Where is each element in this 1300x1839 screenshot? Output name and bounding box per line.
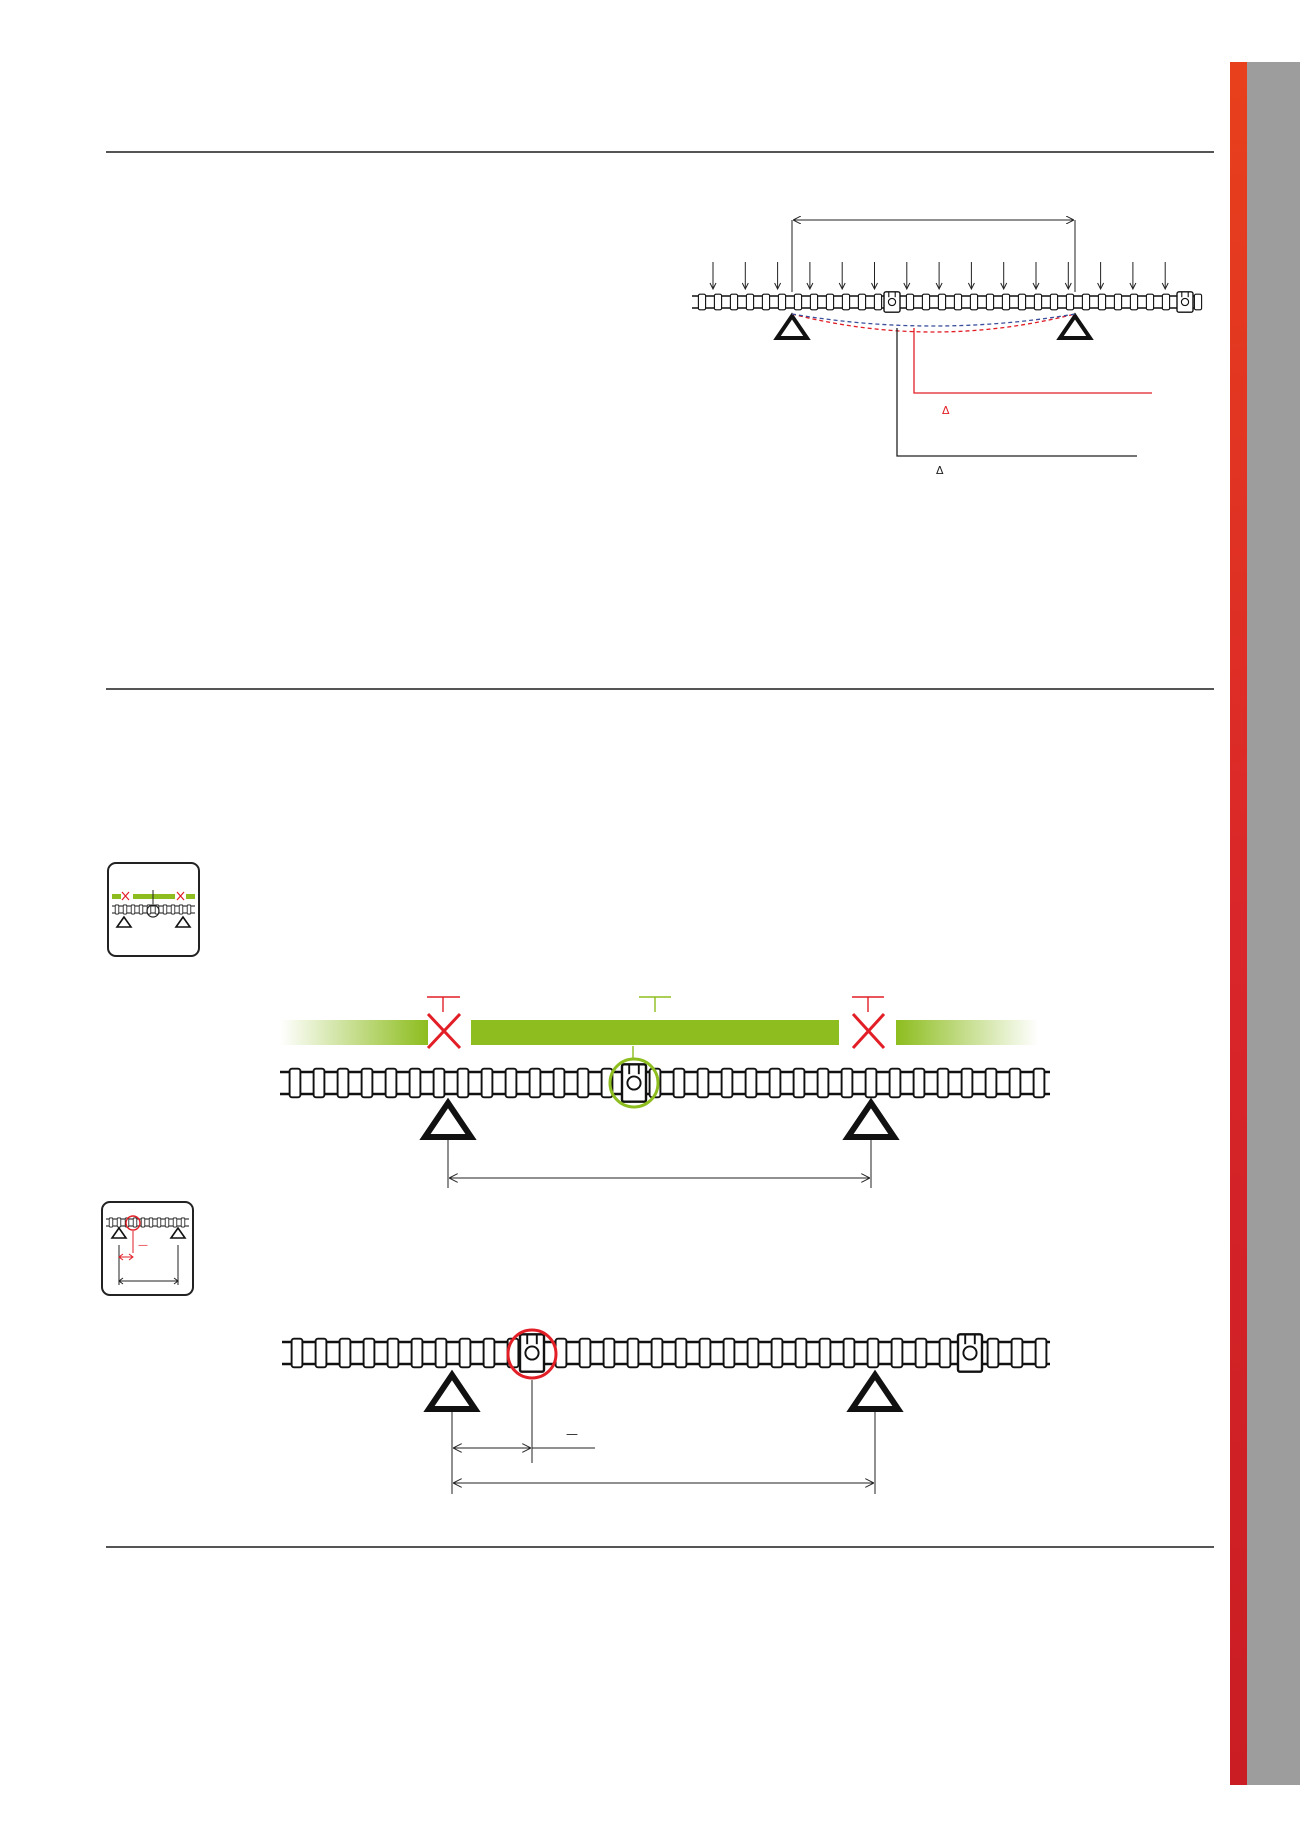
zone-bar-right-fade — [896, 1020, 1038, 1045]
deflection-curve-blue — [792, 314, 1075, 326]
chain-roller — [722, 1069, 733, 1098]
chain-roller — [1034, 294, 1041, 310]
offset-dimension — [454, 1380, 595, 1463]
sidebar-accent-red — [1230, 62, 1247, 1785]
chain-roller — [388, 1339, 399, 1368]
chain-roller — [362, 1069, 373, 1098]
chain-roller — [962, 1069, 973, 1098]
load-arrow — [807, 262, 813, 289]
deflection-label-red: Δ — [942, 404, 950, 417]
zone-bar-center-allowed — [471, 1020, 839, 1045]
chain-roller — [436, 1339, 447, 1368]
chain-roller — [1010, 1069, 1021, 1098]
chain-roller — [1146, 294, 1153, 310]
offset-fraction: — — [566, 1427, 578, 1441]
section-divider-middle — [106, 688, 1214, 690]
chain-roller — [794, 294, 801, 310]
span-dimension — [452, 1412, 875, 1494]
chain-roller — [988, 1339, 999, 1368]
chain-roller — [117, 1218, 121, 1227]
chain-attachment — [520, 1334, 544, 1371]
chain-roller — [1114, 294, 1121, 310]
chain-roller — [460, 1339, 471, 1368]
chain-roller — [866, 1069, 877, 1098]
chain-roller — [842, 294, 849, 310]
chain-roller — [187, 905, 191, 914]
chain-roller — [149, 1218, 153, 1227]
chain-roller — [364, 1339, 375, 1368]
support-left — [429, 1375, 475, 1409]
chain-roller — [115, 905, 119, 914]
conveyor-chain — [692, 292, 1202, 312]
chain-roller — [292, 1339, 303, 1368]
chain-roller — [290, 1069, 301, 1098]
section-divider-top — [106, 151, 1214, 153]
chain-roller — [724, 1339, 735, 1368]
chain-roller — [914, 1069, 925, 1098]
chain-roller — [628, 1339, 639, 1368]
chain-roller — [141, 1218, 145, 1227]
support-left — [777, 316, 807, 338]
uniform-load-arrows — [710, 262, 1168, 289]
conveyor-chain-large — [282, 1334, 1050, 1371]
chain-roller — [770, 1069, 781, 1098]
chain-roller — [179, 905, 183, 914]
chain-roller — [1050, 294, 1057, 310]
sidebar-tab-grey — [1247, 62, 1300, 1785]
chain-roller — [554, 1069, 565, 1098]
chain-roller — [338, 1069, 349, 1098]
chain-roller — [700, 1339, 711, 1368]
chain-roller — [173, 1218, 177, 1227]
chain-roller — [698, 294, 705, 310]
icon-attachment-offset — [101, 1201, 194, 1296]
chain-roller — [1036, 1339, 1047, 1368]
chain-roller — [820, 1339, 831, 1368]
chain-roller — [165, 1218, 169, 1227]
chain-roller — [410, 1069, 421, 1098]
chain-roller — [578, 1069, 589, 1098]
support-right — [1060, 316, 1090, 338]
chain-roller — [1162, 294, 1169, 310]
section-divider-bottom — [106, 1546, 1214, 1548]
chain-roller — [906, 294, 913, 310]
load-arrow — [1033, 262, 1039, 289]
chain-roller — [970, 294, 977, 310]
chain-roller — [794, 1069, 805, 1098]
load-arrow — [1162, 262, 1168, 289]
load-arrow — [936, 262, 942, 289]
chain-roller — [778, 294, 785, 310]
chain-roller — [916, 1339, 927, 1368]
chain-roller — [826, 294, 833, 310]
chain-roller — [772, 1339, 783, 1368]
deflection-curve-red — [792, 314, 1075, 332]
chain-roller — [652, 1339, 663, 1368]
chain-roller — [434, 1069, 445, 1098]
chain-attachment — [1177, 292, 1193, 312]
chain-roller — [109, 1218, 113, 1227]
chain-roller — [796, 1339, 807, 1368]
chain-roller — [842, 1069, 853, 1098]
chain-roller — [810, 294, 817, 310]
deflection-leader-red — [914, 328, 1152, 393]
load-arrow — [742, 262, 748, 289]
load-arrow — [775, 262, 781, 289]
icon-cross-left — [122, 892, 129, 900]
load-arrow — [904, 262, 910, 289]
chain-attachment — [958, 1334, 982, 1371]
chain-roller — [940, 1339, 951, 1368]
chain-roller — [163, 905, 167, 914]
support-right — [852, 1375, 898, 1409]
chain-roller — [506, 1069, 517, 1098]
chain-roller — [762, 294, 769, 310]
deflection-leader-black — [897, 328, 1137, 456]
chain-roller — [131, 905, 135, 914]
load-arrow — [1098, 262, 1104, 289]
chain-roller — [922, 294, 929, 310]
load-arrow — [968, 262, 974, 289]
chain-roller — [1034, 1069, 1045, 1098]
chain-roller — [892, 1339, 903, 1368]
icon-attachment-midspan — [107, 862, 200, 957]
load-arrow — [1001, 262, 1007, 289]
load-arrow — [1065, 262, 1071, 289]
chain-attachment — [622, 1064, 646, 1101]
chain-roller — [123, 905, 127, 914]
load-arrow — [710, 262, 716, 289]
load-arrow — [1130, 262, 1136, 289]
chain-roller — [1098, 294, 1105, 310]
chain-roller — [530, 1069, 541, 1098]
chain-roller — [938, 1069, 949, 1098]
chain-roller — [133, 1218, 137, 1227]
chain-roller — [181, 1218, 185, 1227]
chain-roller — [746, 294, 753, 310]
chain-roller — [698, 1069, 709, 1098]
chain-roller — [171, 905, 175, 914]
chain-roller — [938, 294, 945, 310]
chain-roller — [386, 1069, 397, 1098]
chain-roller — [986, 1069, 997, 1098]
zone-bar-left-fade — [280, 1020, 428, 1045]
chain-roller — [858, 294, 865, 310]
chain-roller — [868, 1339, 879, 1368]
chain-roller — [157, 1218, 161, 1227]
chain-roller — [1018, 294, 1025, 310]
chain-roller — [458, 1069, 469, 1098]
span-dimension-line — [792, 220, 1075, 292]
chain-roller — [482, 1069, 493, 1098]
chain-roller — [316, 1339, 327, 1368]
chain-roller — [1194, 294, 1201, 310]
chain-roller — [890, 1069, 901, 1098]
offset-attachment-diagram — [270, 1320, 1060, 1510]
icon-cross-right — [177, 892, 184, 900]
chain-roller — [139, 905, 143, 914]
chain-roller — [580, 1339, 591, 1368]
chain-roller — [1012, 1339, 1023, 1368]
support-left — [425, 1103, 471, 1137]
chain-roller — [730, 294, 737, 310]
chain-roller — [1082, 294, 1089, 310]
chain-roller — [818, 1069, 829, 1098]
chain-roller — [1066, 294, 1073, 310]
no-attachment-marker-right — [852, 997, 884, 1048]
chain-roller — [412, 1339, 423, 1368]
load-arrow — [872, 262, 878, 289]
chain-roller — [484, 1339, 495, 1368]
chain-roller — [748, 1339, 759, 1368]
chain-roller — [314, 1069, 325, 1098]
chain-roller — [1002, 294, 1009, 310]
chain-roller — [844, 1339, 855, 1368]
chain-roller — [340, 1339, 351, 1368]
chain-roller — [674, 1069, 685, 1098]
chain-roller — [986, 294, 993, 310]
load-arrow — [839, 262, 845, 289]
span-dimension — [448, 1140, 871, 1188]
support-right — [848, 1103, 894, 1137]
chain-roller — [746, 1069, 757, 1098]
chain-roller — [954, 294, 961, 310]
chain-roller — [604, 1339, 615, 1368]
chain-attachment — [884, 292, 900, 312]
icon2-fraction: — — [138, 1240, 148, 1251]
deflection-diagram — [680, 200, 1210, 480]
no-attachment-marker-left — [427, 997, 460, 1048]
chain-roller — [1130, 294, 1137, 310]
midspan-zone-diagram — [270, 990, 1060, 1190]
chain-roller — [714, 294, 721, 310]
conveyor-chain-large — [280, 1064, 1050, 1101]
deflection-label-black: Δ — [936, 464, 944, 477]
chain-roller — [676, 1339, 687, 1368]
chain-roller — [874, 294, 881, 310]
